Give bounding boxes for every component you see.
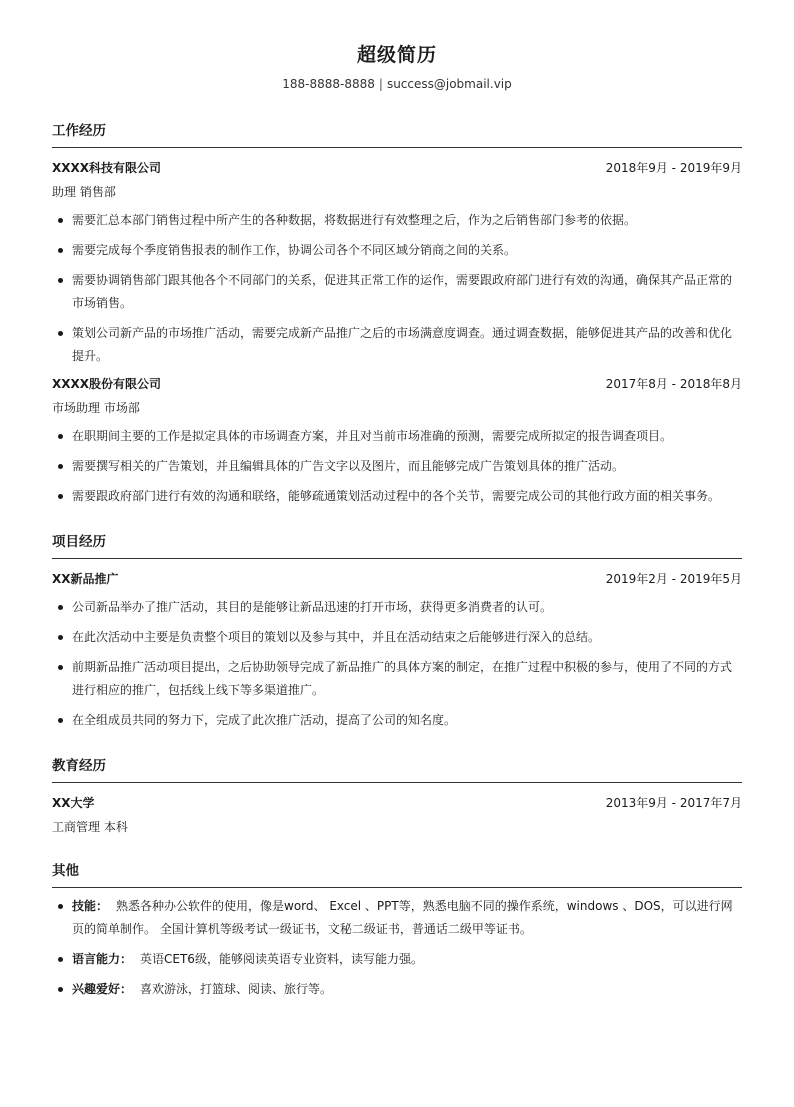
education-section: [52, 755, 742, 837]
education-date: 2013年9月 - 2017年7月: [605, 796, 742, 810]
project-section-title: 项目经历: [52, 531, 742, 559]
other-section-title: 其他: [52, 860, 742, 888]
education-section-title: 教育经历: [52, 755, 742, 783]
work-date: 2017年8月 - 2018年8月: [605, 377, 742, 391]
work-date: 2018年9月 - 2019年9月: [605, 161, 742, 175]
project-bullet-list: [52, 596, 742, 732]
work-bullet-list: [52, 425, 742, 508]
project-date: 2019年2月 - 2019年5月: [605, 572, 742, 586]
work-company: XXXX科技有限公司: [52, 161, 162, 175]
resume-header: [52, 42, 742, 93]
project-name: XX新品推广: [52, 572, 119, 586]
skills-item: [52, 895, 742, 941]
work-bullet: 需要汇总本部门销售过程中所产生的各种数据，将数据进行有效整理之后，作为之后销售部门参考的依据。: [52, 209, 742, 232]
work-role: 助理 销售部: [52, 185, 116, 199]
language-item: [52, 948, 742, 971]
email-address: success@jobmail.vip: [386, 77, 512, 91]
work-bullet: 需要协调销售部门跟其他各个不同部门的关系，促进其正常工作的运作，需要跟政府部门进行有效的沟通，确保其产品正常的市场销售。: [52, 269, 742, 315]
hobbies-label: 兴趣爱好：: [72, 982, 133, 996]
education-entry: [52, 793, 742, 837]
project-entry-head: [52, 569, 742, 589]
work-section: [52, 120, 742, 508]
other-section: [52, 860, 742, 1001]
skills-label: 技能：: [72, 899, 109, 913]
project-bullet: 在全组成员共同的努力下，完成了此次推广活动，提高了公司的知名度。: [52, 709, 742, 732]
project-entry: [52, 569, 742, 732]
language-text: 英语CET6级，能够阅读英语专业资料，读写能力强。: [140, 952, 423, 966]
project-bullet: 公司新品举办了推广活动，其目的是能够让新品迅速的打开市场，获得更多消费者的认可。: [52, 596, 742, 619]
project-section: [52, 531, 742, 732]
hobbies-text: 喜欢游泳，打篮球、阅读、旅行等。: [140, 982, 333, 996]
work-bullet: 需要完成每个季度销售报表的制作工作，协调公司各个不同区域分销商之间的关系。: [52, 239, 742, 262]
work-entry: [52, 374, 742, 508]
project-bullet: 前期新品推广活动项目提出，之后协助领导完成了新品推广的具体方案的制定，在推广过程中积极的参与，使用了不同的方式进行相应的推广，包括线上线下等多渠道推广。: [52, 656, 742, 702]
contact-line: [52, 75, 742, 93]
education-major: 工商管理 本科: [52, 820, 128, 834]
skills-text: 熟悉各种办公软件的使用，像是word、 Excel 、PPT等，熟悉电脑不同的操作系统，windows 、DOS，可以进行网页的简单制作。 全国计算机等级考试一级证书，文秘二级证书，普通话二级甲等证书。: [72, 899, 733, 936]
work-entry-head: [52, 374, 742, 394]
work-section-title: 工作经历: [52, 120, 742, 148]
work-role: 市场助理 市场部: [52, 401, 140, 415]
work-bullet-list: [52, 209, 742, 368]
language-label: 语言能力：: [72, 952, 133, 966]
work-bullet: 策划公司新产品的市场推广活动，需要完成新产品推广之后的市场满意度调查。通过调查数据，能够促进其产品的改善和优化提升。: [52, 322, 742, 368]
work-bullet: 在职期间主要的工作是拟定具体的市场调查方案，并且对当前市场准确的预测，需要完成所拟定的报告调查项目。: [52, 425, 742, 448]
school-name: XX大学: [52, 796, 95, 810]
project-bullet: 在此次活动中主要是负责整个项目的策划以及参与其中，并且在活动结束之后能够进行深入的总结。: [52, 626, 742, 649]
phone-number: 188-8888-8888: [282, 77, 375, 91]
other-bullet-list: [52, 895, 742, 1001]
education-entry-head: [52, 793, 742, 813]
work-entry: [52, 158, 742, 368]
work-bullet: 需要撰写相关的广告策划，并且编辑具体的广告文字以及图片，而且能够完成广告策划具体的推广活动。: [52, 455, 742, 478]
work-entry-head: [52, 158, 742, 178]
work-company: XXXX股份有限公司: [52, 377, 162, 391]
contact-separator: |: [378, 77, 383, 91]
hobbies-item: [52, 978, 742, 1001]
work-bullet: 需要跟政府部门进行有效的沟通和联络，能够疏通策划活动过程中的各个关节，需要完成公司的其他行政方面的相关事务。: [52, 485, 742, 508]
resume-name: 超级简历: [356, 44, 437, 66]
